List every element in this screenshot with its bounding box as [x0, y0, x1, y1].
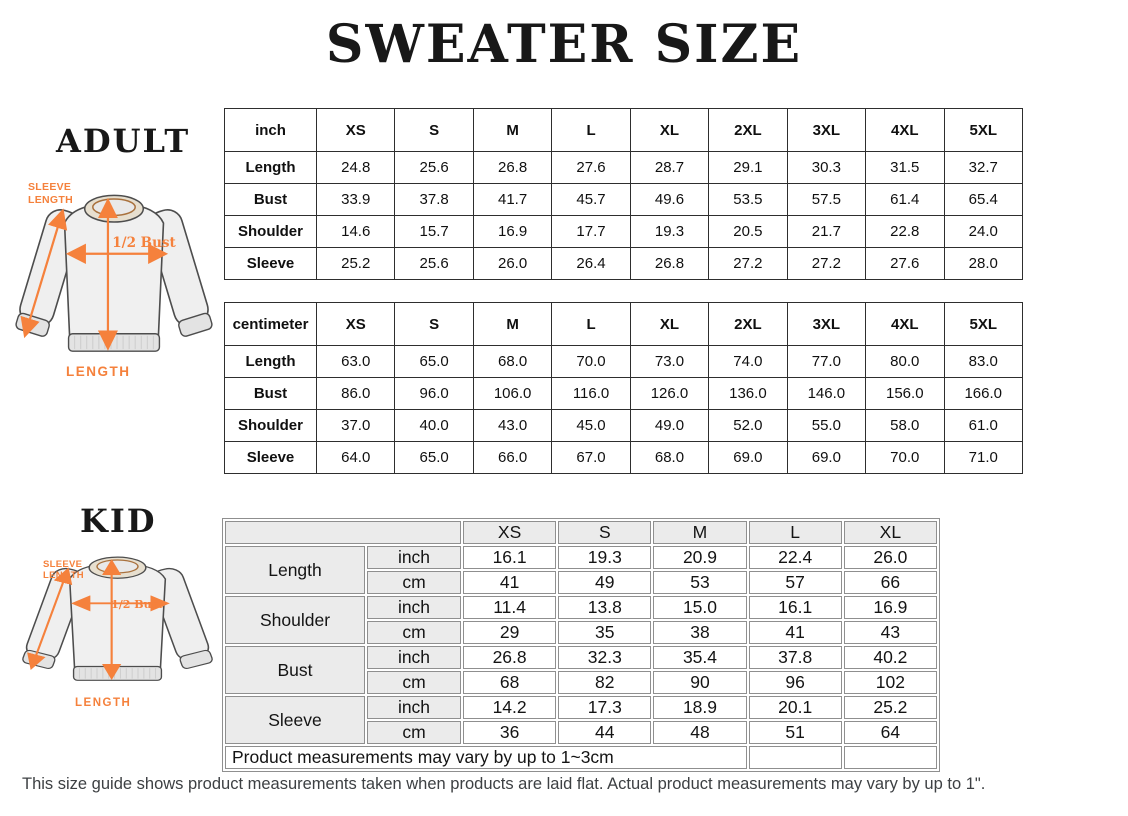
size-header: S — [395, 109, 473, 152]
value-cell: 16.1 — [749, 596, 842, 619]
row-label: Sleeve — [225, 442, 317, 474]
value-cell: 57 — [749, 571, 842, 594]
value-cell: 40.2 — [844, 646, 937, 669]
value-cell: 156.0 — [866, 378, 944, 410]
value-cell: 27.2 — [787, 248, 865, 280]
row-label: Shoulder — [225, 216, 317, 248]
value-cell: 77.0 — [787, 346, 865, 378]
value-cell: 83.0 — [944, 346, 1023, 378]
size-header: XS — [317, 109, 395, 152]
value-cell: 31.5 — [866, 152, 944, 184]
unit-header: inch — [225, 109, 317, 152]
value-cell: 36 — [463, 721, 556, 744]
value-cell: 67.0 — [552, 442, 630, 474]
value-cell: 64.0 — [317, 442, 395, 474]
value-cell: 55.0 — [787, 410, 865, 442]
unit-cm-label: cm — [367, 671, 461, 694]
value-cell: 106.0 — [473, 378, 551, 410]
size-header: 4XL — [866, 109, 944, 152]
size-header: 5XL — [944, 109, 1023, 152]
size-header: 3XL — [787, 303, 865, 346]
size-header: XS — [463, 521, 556, 544]
kid-size-table — [222, 518, 940, 772]
value-cell: 27.6 — [866, 248, 944, 280]
empty-cell — [844, 746, 937, 769]
value-cell: 26.0 — [844, 546, 937, 569]
value-cell: 58.0 — [866, 410, 944, 442]
value-cell: 86.0 — [317, 378, 395, 410]
value-cell: 25.2 — [844, 696, 937, 719]
unit-inch-label: inch — [367, 546, 461, 569]
page-title: SWEATER SIZE — [325, 14, 803, 75]
empty-cell — [749, 746, 842, 769]
value-cell: 38 — [653, 621, 746, 644]
adult-sweater-drawing — [8, 180, 220, 385]
value-cell: 21.7 — [787, 216, 865, 248]
row-label: Sleeve — [225, 696, 365, 744]
row-label: Shoulder — [225, 410, 317, 442]
value-cell: 26.8 — [473, 152, 551, 184]
value-cell: 15.7 — [395, 216, 473, 248]
kid-heading: KID — [80, 502, 157, 540]
value-cell: 53 — [653, 571, 746, 594]
value-cell: 29 — [463, 621, 556, 644]
adult-length-label: LENGTH — [66, 364, 131, 379]
value-cell: 30.3 — [787, 152, 865, 184]
row-label: Length — [225, 152, 317, 184]
size-header: L — [552, 303, 630, 346]
adult-cm-table — [224, 302, 1023, 474]
row-label: Length — [225, 346, 317, 378]
value-cell: 11.4 — [463, 596, 556, 619]
row-label: Sleeve — [225, 248, 317, 280]
size-header: M — [473, 109, 551, 152]
value-cell: 49 — [558, 571, 651, 594]
row-label: Length — [225, 546, 365, 594]
sleeve-label-line1: SLEEVE — [43, 559, 83, 570]
kid-sweater-illustration — [15, 545, 220, 717]
value-cell: 64 — [844, 721, 937, 744]
value-cell: 45.0 — [552, 410, 630, 442]
value-cell: 32.3 — [558, 646, 651, 669]
value-cell: 116.0 — [552, 378, 630, 410]
value-cell: 74.0 — [709, 346, 787, 378]
value-cell: 51 — [749, 721, 842, 744]
value-cell: 82 — [558, 671, 651, 694]
row-label: Bust — [225, 184, 317, 216]
value-cell: 80.0 — [866, 346, 944, 378]
size-header: 2XL — [709, 109, 787, 152]
value-cell: 70.0 — [552, 346, 630, 378]
value-cell: 33.9 — [317, 184, 395, 216]
adult-heading: ADULT — [56, 122, 191, 160]
value-cell: 41 — [749, 621, 842, 644]
value-cell: 43.0 — [473, 410, 551, 442]
value-cell: 90 — [653, 671, 746, 694]
value-cell: 43 — [844, 621, 937, 644]
value-cell: 24.8 — [317, 152, 395, 184]
sleeve-label-line2: LENGTH — [28, 194, 73, 206]
value-cell: 41 — [463, 571, 556, 594]
size-guide-disclaimer: This size guide shows product measurements taken when products are laid flat. Actual product measurements may vary by up to 1". — [22, 775, 986, 793]
value-cell: 49.0 — [630, 410, 708, 442]
value-cell: 65.0 — [395, 442, 473, 474]
unit-cm-label: cm — [367, 571, 461, 594]
size-header: M — [473, 303, 551, 346]
value-cell: 136.0 — [709, 378, 787, 410]
size-header: S — [395, 303, 473, 346]
size-header: 3XL — [787, 109, 865, 152]
size-header: 2XL — [709, 303, 787, 346]
value-cell: 45.7 — [552, 184, 630, 216]
value-cell: 126.0 — [630, 378, 708, 410]
value-cell: 52.0 — [709, 410, 787, 442]
value-cell: 29.1 — [709, 152, 787, 184]
row-label: Bust — [225, 646, 365, 694]
value-cell: 20.1 — [749, 696, 842, 719]
size-header: XL — [630, 303, 708, 346]
value-cell: 68 — [463, 671, 556, 694]
value-cell: 20.5 — [709, 216, 787, 248]
kid-length-label: LENGTH — [75, 697, 132, 709]
value-cell: 69.0 — [787, 442, 865, 474]
value-cell: 14.6 — [317, 216, 395, 248]
value-cell: 71.0 — [944, 442, 1023, 474]
value-cell: 17.7 — [552, 216, 630, 248]
value-cell: 35 — [558, 621, 651, 644]
value-cell: 146.0 — [787, 378, 865, 410]
value-cell: 18.9 — [653, 696, 746, 719]
value-cell: 53.5 — [709, 184, 787, 216]
size-header: XL — [630, 109, 708, 152]
value-cell: 25.6 — [395, 152, 473, 184]
size-header: S — [558, 521, 651, 544]
value-cell: 40.0 — [395, 410, 473, 442]
value-cell: 27.6 — [552, 152, 630, 184]
kid-table-footnote: Product measurements may vary by up to 1~3cm — [225, 746, 747, 769]
value-cell: 102 — [844, 671, 937, 694]
value-cell: 63.0 — [317, 346, 395, 378]
value-cell: 37.8 — [749, 646, 842, 669]
corner-cell — [225, 521, 461, 544]
value-cell: 44 — [558, 721, 651, 744]
size-header: L — [749, 521, 842, 544]
unit-header: centimeter — [225, 303, 317, 346]
value-cell: 25.2 — [317, 248, 395, 280]
adult-half-bust-label: 1/2 Bust — [112, 235, 176, 251]
unit-inch-label: inch — [367, 696, 461, 719]
size-header: L — [552, 109, 630, 152]
size-header: M — [653, 521, 746, 544]
value-cell: 37.8 — [395, 184, 473, 216]
value-cell: 22.4 — [749, 546, 842, 569]
sleeve-label-line1: SLEEVE — [28, 181, 72, 193]
size-header: XS — [317, 303, 395, 346]
value-cell: 25.6 — [395, 248, 473, 280]
value-cell: 20.9 — [653, 546, 746, 569]
value-cell: 14.2 — [463, 696, 556, 719]
value-cell: 49.6 — [630, 184, 708, 216]
value-cell: 66.0 — [473, 442, 551, 474]
value-cell: 61.4 — [866, 184, 944, 216]
value-cell: 37.0 — [317, 410, 395, 442]
adult-sweater-illustration — [8, 180, 220, 392]
value-cell: 68.0 — [630, 442, 708, 474]
size-header: XL — [844, 521, 937, 544]
kid-half-bust-label: 1/2 Bust — [111, 598, 163, 611]
value-cell: 57.5 — [787, 184, 865, 216]
value-cell: 96 — [749, 671, 842, 694]
value-cell: 26.8 — [463, 646, 556, 669]
value-cell: 22.8 — [866, 216, 944, 248]
value-cell: 166.0 — [944, 378, 1023, 410]
value-cell: 19.3 — [558, 546, 651, 569]
value-cell: 61.0 — [944, 410, 1023, 442]
size-header: 4XL — [866, 303, 944, 346]
unit-cm-label: cm — [367, 721, 461, 744]
value-cell: 70.0 — [866, 442, 944, 474]
value-cell: 28.7 — [630, 152, 708, 184]
value-cell: 26.0 — [473, 248, 551, 280]
value-cell: 27.2 — [709, 248, 787, 280]
value-cell: 17.3 — [558, 696, 651, 719]
value-cell: 28.0 — [944, 248, 1023, 280]
value-cell: 66 — [844, 571, 937, 594]
unit-cm-label: cm — [367, 621, 461, 644]
value-cell: 32.7 — [944, 152, 1023, 184]
row-label: Bust — [225, 378, 317, 410]
value-cell: 24.0 — [944, 216, 1023, 248]
adult-sleeve-length-label — [28, 181, 73, 207]
value-cell: 15.0 — [653, 596, 746, 619]
value-cell: 16.9 — [844, 596, 937, 619]
adult-inch-table — [224, 108, 1023, 280]
unit-inch-label: inch — [367, 646, 461, 669]
row-label: Shoulder — [225, 596, 365, 644]
size-header: 5XL — [944, 303, 1023, 346]
value-cell: 13.8 — [558, 596, 651, 619]
sleeve-label-line2: LENGTH — [43, 570, 84, 581]
value-cell: 19.3 — [630, 216, 708, 248]
value-cell: 65.4 — [944, 184, 1023, 216]
unit-inch-label: inch — [367, 596, 461, 619]
value-cell: 41.7 — [473, 184, 551, 216]
value-cell: 68.0 — [473, 346, 551, 378]
value-cell: 35.4 — [653, 646, 746, 669]
value-cell: 69.0 — [709, 442, 787, 474]
value-cell: 65.0 — [395, 346, 473, 378]
kid-sleeve-length-label — [43, 559, 84, 581]
value-cell: 96.0 — [395, 378, 473, 410]
value-cell: 26.4 — [552, 248, 630, 280]
value-cell: 48 — [653, 721, 746, 744]
value-cell: 73.0 — [630, 346, 708, 378]
value-cell: 16.9 — [473, 216, 551, 248]
value-cell: 26.8 — [630, 248, 708, 280]
value-cell: 16.1 — [463, 546, 556, 569]
